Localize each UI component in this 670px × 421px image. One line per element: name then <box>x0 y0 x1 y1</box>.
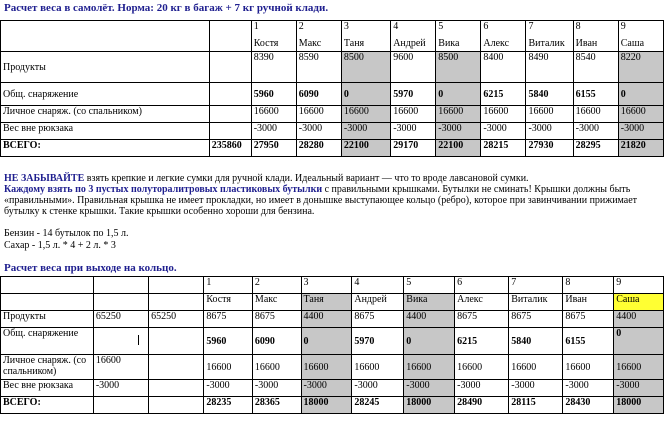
participant-header-cell <box>341 21 390 52</box>
value-cell: -3000 <box>481 123 526 140</box>
participant-name: Саша <box>620 38 645 49</box>
table-row <box>1 83 664 106</box>
participant-name: Виталик <box>509 294 563 311</box>
value-cell: 16600 <box>391 106 436 123</box>
ring-weight-table <box>0 276 664 414</box>
participant-name: Вика <box>438 38 460 49</box>
value-cell: 28235 <box>204 397 253 414</box>
table-row <box>1 355 664 380</box>
value-cell: -3000 <box>352 380 404 397</box>
table-row <box>1 106 664 123</box>
participant-name: Макс <box>252 294 301 311</box>
value-cell: -3000 <box>204 380 253 397</box>
table-row <box>1 140 664 157</box>
fuel-line: Бензин - 14 бутылок по 1,5 л. <box>4 228 129 239</box>
row-total-cell <box>209 52 251 83</box>
row-label: ВСЕГО: <box>1 140 210 157</box>
participant-number: 2 <box>252 277 301 294</box>
table1-title: Расчет веса в самолёт. Норма: 20 кг в багаж + 7 кг ручной клади. <box>4 2 329 14</box>
value-cell: 22100 <box>341 140 390 157</box>
value-cell: 5970 <box>352 328 404 355</box>
value-cell: 8675 <box>352 311 404 328</box>
value-cell: 8675 <box>563 311 614 328</box>
value-cell: 0 <box>436 83 481 106</box>
value-cell: 9600 <box>391 52 436 83</box>
value-cell: 28365 <box>252 397 301 414</box>
value-cell: -3000 <box>509 380 563 397</box>
value-cell: -3000 <box>455 380 509 397</box>
blank-cell <box>1 294 94 311</box>
row-label: Личное снаряж. (со спальником) <box>1 355 94 380</box>
value-cell: 16600 <box>341 106 390 123</box>
value-cell: 16600 <box>526 106 573 123</box>
table-row <box>1 311 664 328</box>
value-cell: -3000 <box>404 380 455 397</box>
blank-cell <box>93 294 148 311</box>
value-cell: 16600 <box>614 355 664 380</box>
participant-number: 9 <box>614 277 664 294</box>
value-cell: 28490 <box>455 397 509 414</box>
value-cell: 16600 <box>618 106 663 123</box>
weight-cell: -3000 <box>93 380 148 397</box>
value-cell: 16600 <box>352 355 404 380</box>
weight2-cell <box>149 355 204 380</box>
participant-number: 3 <box>301 277 352 294</box>
table-row <box>1 123 664 140</box>
value-cell: 6215 <box>455 328 509 355</box>
weight2-cell <box>149 328 204 355</box>
weight-cell <box>93 328 148 355</box>
table1-header-row <box>1 21 664 52</box>
row-label: Общ. снаряжение <box>1 83 210 106</box>
value-cell: 0 <box>614 328 664 355</box>
value-cell: 6155 <box>563 328 614 355</box>
value-cell: 28245 <box>352 397 404 414</box>
value-cell: 16600 <box>296 106 341 123</box>
value-cell: 28280 <box>296 140 341 157</box>
row-label: Вес вне рюкзака <box>1 123 210 140</box>
value-cell: -3000 <box>296 123 341 140</box>
note-bottles-bold: Каждому взять по 3 пустых полуторалитровых пластиковых бутылки <box>4 184 323 195</box>
participant-header-cell <box>526 21 573 52</box>
value-cell: 4400 <box>614 311 664 328</box>
value-cell: 28115 <box>509 397 563 414</box>
participant-number: 5 <box>404 277 455 294</box>
row-label: Вес вне рюкзака <box>1 380 94 397</box>
value-cell: 28215 <box>481 140 526 157</box>
blank-cell <box>149 294 204 311</box>
participant-number: 2 <box>298 21 304 32</box>
value-cell: 8675 <box>252 311 301 328</box>
participant-number: 4 <box>352 277 404 294</box>
table2-name-row <box>1 294 664 311</box>
table-row <box>1 380 664 397</box>
participant-header-cell <box>618 21 663 52</box>
value-cell: 0 <box>341 83 390 106</box>
value-cell: 6090 <box>296 83 341 106</box>
value-cell: -3000 <box>573 123 618 140</box>
total-column-header <box>209 21 251 52</box>
value-cell: 8590 <box>296 52 341 83</box>
participant-header-cell <box>436 21 481 52</box>
value-cell: 16600 <box>573 106 618 123</box>
participant-number: 1 <box>253 21 259 32</box>
participant-name: Макс <box>298 38 322 49</box>
participant-name: Иван <box>575 38 598 49</box>
participant-header-cell <box>296 21 341 52</box>
value-cell: 6215 <box>481 83 526 106</box>
participant-header-cell <box>573 21 618 52</box>
participant-name: Костя <box>204 294 253 311</box>
flight-weight-table <box>0 20 664 157</box>
note-bottles-rest: с правильными крышками. Бутылки не сминать! Крышки должны быть «правильными». Правильная крышка не имеет прокладки, но имеет в донышке выступающее кольцо (ребро), которое при завинчивании прижимает бутылку к стенке крышки. Такие крышки особенно хороши для бензина. <box>4 184 638 217</box>
participant-name: Таня <box>343 38 365 49</box>
participant-number: 7 <box>528 21 534 32</box>
value-cell: 16600 <box>509 355 563 380</box>
value-cell: 16600 <box>481 106 526 123</box>
value-cell: 16600 <box>563 355 614 380</box>
value-cell: -3000 <box>563 380 614 397</box>
value-cell: 22100 <box>436 140 481 157</box>
participant-name: Алекс <box>483 38 510 49</box>
weight-cell <box>93 397 148 414</box>
participant-number: 6 <box>455 277 509 294</box>
participant-header-cell <box>481 21 526 52</box>
value-cell: -3000 <box>614 380 664 397</box>
participant-header-cell <box>391 21 436 52</box>
value-cell: 16600 <box>436 106 481 123</box>
value-cell: 21820 <box>618 140 663 157</box>
value-cell: 6090 <box>252 328 301 355</box>
value-cell: -3000 <box>618 123 663 140</box>
value-cell: 4400 <box>301 311 352 328</box>
note-paragraph <box>4 173 666 217</box>
row-total-cell <box>209 123 251 140</box>
participant-name: Виталик <box>528 38 565 49</box>
participant-number: 4 <box>393 21 399 32</box>
value-cell: 18000 <box>404 397 455 414</box>
participant-header-cell <box>251 21 296 52</box>
table-row <box>1 52 664 83</box>
value-cell: 0 <box>618 83 663 106</box>
value-cell: 27930 <box>526 140 573 157</box>
value-cell: 6155 <box>573 83 618 106</box>
value-cell: 8675 <box>455 311 509 328</box>
value-cell: 16600 <box>301 355 352 380</box>
value-cell: 18000 <box>614 397 664 414</box>
participant-number: 3 <box>343 21 349 32</box>
value-cell: 0 <box>404 328 455 355</box>
value-cell: 16600 <box>251 106 296 123</box>
weight2-cell <box>149 397 204 414</box>
row-total-cell <box>209 106 251 123</box>
value-cell: 8500 <box>341 52 390 83</box>
value-cell: 8540 <box>573 52 618 83</box>
participant-number: 7 <box>509 277 563 294</box>
corner-cell <box>1 21 210 52</box>
row-label: ВСЕГО: <box>1 397 94 414</box>
value-cell: -3000 <box>526 123 573 140</box>
value-cell: -3000 <box>436 123 481 140</box>
value-cell: 16600 <box>204 355 253 380</box>
weight-cell: 65250 <box>93 311 148 328</box>
row-total-cell <box>209 83 251 106</box>
participant-number: 8 <box>563 277 614 294</box>
value-cell: 18000 <box>301 397 352 414</box>
participant-number: 8 <box>575 21 581 32</box>
participant-name: Иван <box>563 294 614 311</box>
participant-number: 1 <box>204 277 253 294</box>
value-cell: 5960 <box>204 328 253 355</box>
weight2-column-header <box>149 277 204 294</box>
value-cell: -3000 <box>391 123 436 140</box>
text-cursor <box>138 335 139 345</box>
participant-name: Саша <box>614 294 664 311</box>
participant-name: Алекс <box>455 294 509 311</box>
weight-column-header <box>93 277 148 294</box>
value-cell: 5840 <box>509 328 563 355</box>
value-cell: -3000 <box>251 123 296 140</box>
weight-cell: 16600 <box>93 355 148 380</box>
name-column-header <box>1 277 94 294</box>
value-cell: -3000 <box>301 380 352 397</box>
value-cell: 5960 <box>251 83 296 106</box>
value-cell: 8400 <box>481 52 526 83</box>
participant-name: Андрей <box>393 38 426 49</box>
sugar-line: Сахар - 1,5 л. * 4 + 2 л. * 3 <box>4 240 116 251</box>
row-label: Общ. снаряжение <box>1 328 94 355</box>
value-cell: 16600 <box>404 355 455 380</box>
value-cell: 16600 <box>455 355 509 380</box>
value-cell: 5970 <box>391 83 436 106</box>
row-label: Продукты <box>1 52 210 83</box>
table2-title: Расчет веса при выходе на кольцо. <box>4 262 177 274</box>
value-cell: -3000 <box>252 380 301 397</box>
row-total-cell: 235860 <box>209 140 251 157</box>
participant-number: 6 <box>483 21 489 32</box>
value-cell: 28430 <box>563 397 614 414</box>
table2-number-row <box>1 277 664 294</box>
value-cell: 29170 <box>391 140 436 157</box>
value-cell: 8220 <box>618 52 663 83</box>
value-cell: 8675 <box>509 311 563 328</box>
participant-name: Костя <box>253 38 279 49</box>
value-cell: 8675 <box>204 311 253 328</box>
weight2-cell <box>149 380 204 397</box>
participant-name: Андрей <box>352 294 404 311</box>
table-row <box>1 397 664 414</box>
value-cell: -3000 <box>341 123 390 140</box>
value-cell: 28295 <box>573 140 618 157</box>
weight2-cell: 65250 <box>149 311 204 328</box>
row-label: Продукты <box>1 311 94 328</box>
participant-number: 5 <box>438 21 444 32</box>
participant-number: 9 <box>620 21 626 32</box>
note-lead-rest: взять крепкие и легкие сумки для ручной клади. Идеальный вариант — что то вроде лавсановой сумки. <box>84 173 529 184</box>
value-cell: 8390 <box>251 52 296 83</box>
participant-name: Таня <box>301 294 352 311</box>
participant-name: Вика <box>404 294 455 311</box>
value-cell: 5840 <box>526 83 573 106</box>
note-lead-bold: НЕ ЗАБЫВАЙТЕ <box>4 173 85 184</box>
row-label: Личное снаряж. (со спальником) <box>1 106 210 123</box>
value-cell: 8500 <box>436 52 481 83</box>
value-cell: 0 <box>301 328 352 355</box>
value-cell: 16600 <box>252 355 301 380</box>
value-cell: 27950 <box>251 140 296 157</box>
table-row <box>1 328 664 355</box>
value-cell: 8490 <box>526 52 573 83</box>
value-cell: 4400 <box>404 311 455 328</box>
